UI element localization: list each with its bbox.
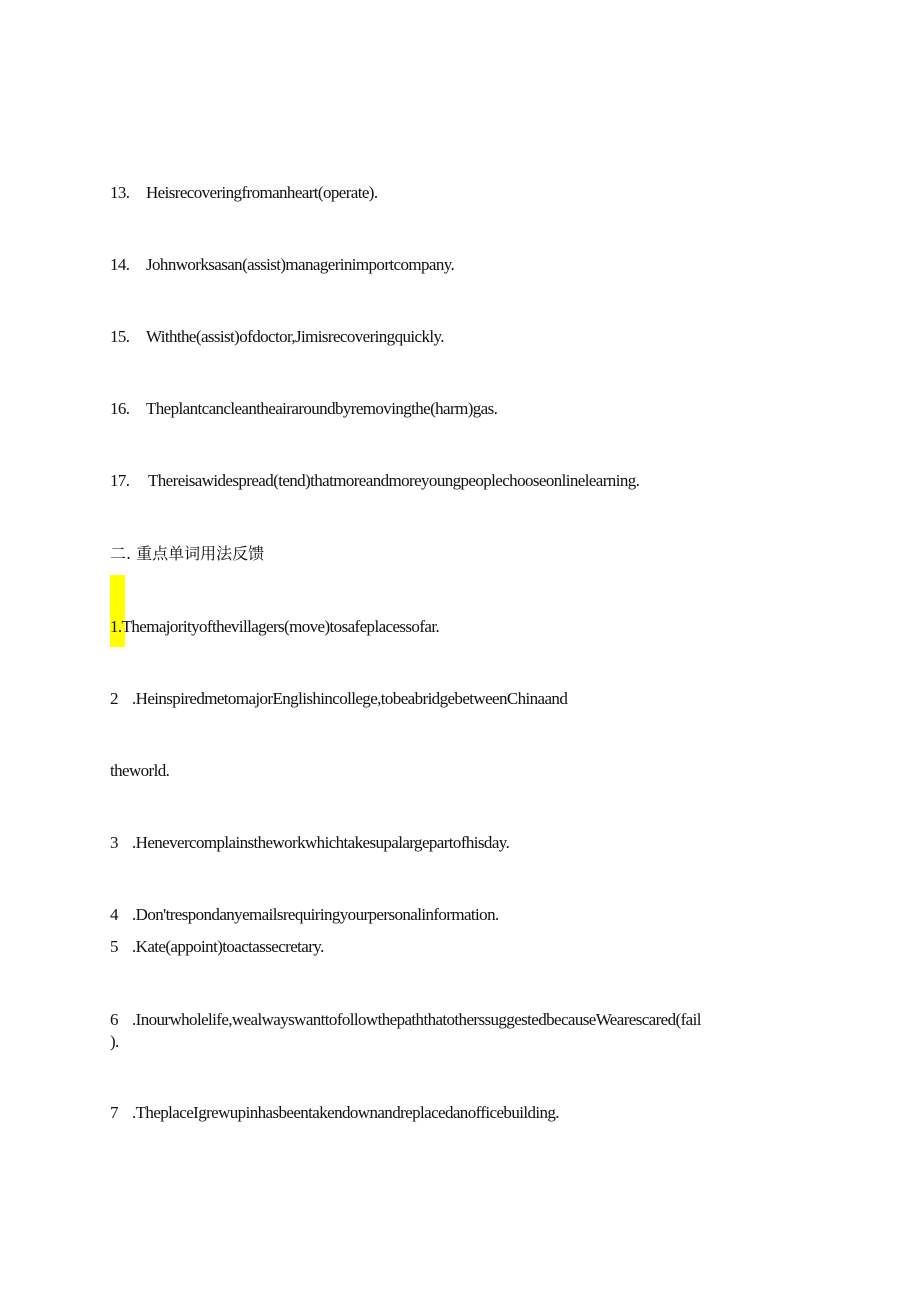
item-number: 14. [110, 255, 130, 274]
exercise-item-17 [110, 470, 639, 492]
exercise-item-13 [110, 182, 378, 204]
item-number: 15. [110, 327, 130, 346]
exercise-item-5 [110, 936, 324, 958]
exercise-item-2-continued [110, 760, 169, 782]
exercise-item-7 [110, 1102, 559, 1124]
item-text: .Henevercomplainstheworkwhichtakesupalargepartofhisday. [132, 833, 510, 852]
item-text: .HeinspiredmetomajorEnglishincollege,tobeabridgebetweenChinaand [132, 689, 568, 708]
exercise-item-16 [110, 398, 497, 420]
exercise-item-2 [110, 688, 567, 710]
item-number: 16. [110, 399, 130, 418]
item-text: ). [110, 1032, 119, 1051]
item-number: 2 [110, 689, 118, 708]
exercise-item-6 [110, 1009, 701, 1031]
section-heading: 二. 重点单词用法反馈 [110, 544, 265, 563]
item-text: Heisrecoveringfromanheart(operate). [146, 183, 378, 202]
item-text: Withthe(assist)ofdoctor,Jimisrecoveringquickly. [146, 327, 444, 346]
item-number: 7 [110, 1103, 118, 1122]
item-text: .TheplaceIgrewupinhasbeentakendownandreplacedanofficebuilding. [132, 1103, 559, 1122]
item-text: .Kate(appoint)toactassecretary. [132, 937, 324, 956]
item-text: Johnworksasan(assist)managerinimportcompany. [146, 255, 455, 274]
exercise-item-15 [110, 326, 444, 348]
exercise-item-4 [110, 904, 499, 926]
item-text: Themajorityofthevillagers(move)tosafeplacessofar. [121, 617, 440, 636]
exercise-item-1 [110, 616, 439, 638]
item-text: theworld. [110, 761, 170, 780]
item-text: .Inourwholelife,wealwayswanttofollowthepaththatotherssuggestedbecauseWearescared(fail [132, 1010, 701, 1029]
exercise-item-6-continued [110, 1031, 119, 1053]
item-number: 17. [110, 471, 130, 490]
item-number: 3 [110, 833, 118, 852]
item-number: 1. [110, 617, 122, 636]
item-number: 4 [110, 905, 118, 924]
exercise-item-3 [110, 832, 509, 854]
item-text: .Don'trespondanyemailsrequiringyourpersonalinformation. [132, 905, 499, 924]
item-number: 6 [110, 1010, 118, 1029]
exercise-item-14 [110, 254, 454, 276]
item-number: 5 [110, 937, 118, 956]
item-number: 13. [110, 183, 130, 202]
item-text: Thereisawidespread(tend)thatmoreandmoreyoungpeoplechooseonlinelearning. [148, 471, 640, 490]
item-text: Theplantcancleantheairaroundbyremovingthe(harm)gas. [146, 399, 498, 418]
